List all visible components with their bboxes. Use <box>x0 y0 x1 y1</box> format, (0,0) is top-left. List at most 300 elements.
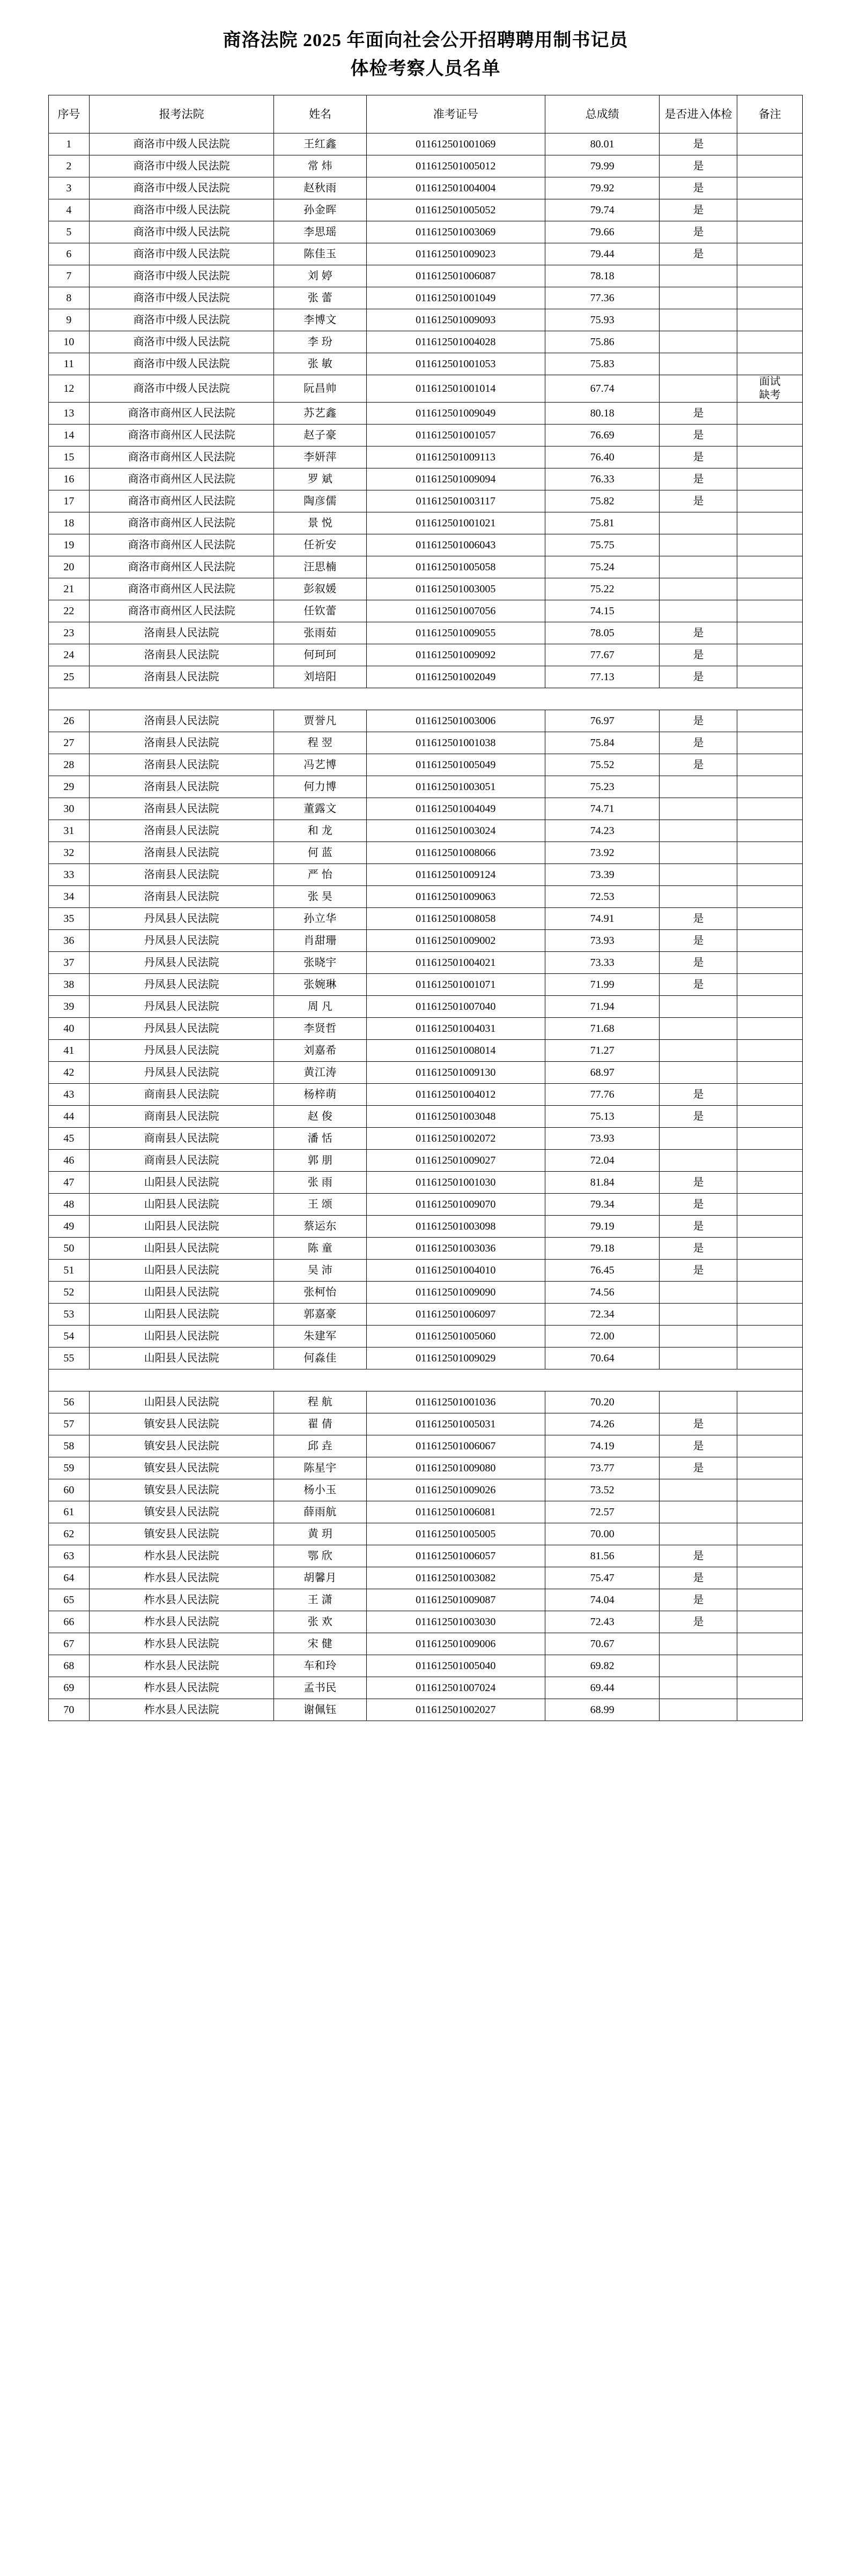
cell-court: 商南县人民法院 <box>89 1128 274 1150</box>
cell-score: 74.26 <box>545 1413 660 1435</box>
cell-name: 李博文 <box>274 309 366 331</box>
cell-exam <box>660 842 737 864</box>
cell-score: 74.91 <box>545 908 660 930</box>
cell-court: 镇安县人民法院 <box>89 1523 274 1545</box>
table-row <box>49 1106 803 1128</box>
cell-seq: 40 <box>49 1018 90 1040</box>
cell-exam <box>660 375 737 403</box>
cell-exam: 是 <box>660 1589 737 1611</box>
table-row <box>49 1040 803 1062</box>
cell-remark <box>737 1040 803 1062</box>
cell-exam <box>660 1523 737 1545</box>
cell-exam <box>660 820 737 842</box>
table-row <box>49 468 803 490</box>
cell-exam: 是 <box>660 644 737 666</box>
cell-name: 刘 婷 <box>274 265 366 287</box>
cell-name: 宋 健 <box>274 1633 366 1655</box>
cell-seq: 28 <box>49 754 90 776</box>
cell-name: 郭嘉豪 <box>274 1304 366 1326</box>
cell-remark <box>737 1545 803 1567</box>
cell-score: 72.57 <box>545 1501 660 1523</box>
table-row <box>49 1150 803 1172</box>
cell-ticket: 011612501008066 <box>366 842 545 864</box>
cell-court: 镇安县人民法院 <box>89 1457 274 1479</box>
table-row <box>49 1699 803 1721</box>
cell-exam <box>660 600 737 622</box>
cell-court: 山阳县人民法院 <box>89 1347 274 1369</box>
cell-exam: 是 <box>660 1172 737 1194</box>
cell-seq: 49 <box>49 1216 90 1238</box>
table-row <box>49 1260 803 1282</box>
header-exam: 是否进入体检 <box>660 95 737 133</box>
table-row <box>49 1018 803 1040</box>
cell-score: 70.67 <box>545 1633 660 1655</box>
cell-exam <box>660 512 737 534</box>
cell-name: 李 玢 <box>274 331 366 353</box>
cell-remark <box>737 974 803 996</box>
cell-score: 73.93 <box>545 1128 660 1150</box>
cell-name: 李妍萍 <box>274 446 366 468</box>
table-row <box>49 930 803 952</box>
cell-ticket: 011612501003048 <box>366 1106 545 1128</box>
cell-exam: 是 <box>660 1457 737 1479</box>
cell-score: 74.56 <box>545 1282 660 1304</box>
cell-court: 商洛市中级人民法院 <box>89 265 274 287</box>
cell-ticket: 011612501005040 <box>366 1655 545 1677</box>
cell-court: 洛南县人民法院 <box>89 666 274 688</box>
cell-ticket: 011612501001049 <box>366 287 545 309</box>
cell-remark <box>737 265 803 287</box>
cell-remark <box>737 820 803 842</box>
cell-remark <box>737 512 803 534</box>
cell-seq: 27 <box>49 732 90 754</box>
table-row <box>49 1435 803 1457</box>
cell-court: 商洛市商州区人民法院 <box>89 600 274 622</box>
cell-name: 陈星宇 <box>274 1457 366 1479</box>
cell-exam <box>660 776 737 798</box>
cell-ticket: 011612501006081 <box>366 1501 545 1523</box>
cell-seq: 69 <box>49 1677 90 1699</box>
cell-remark <box>737 886 803 908</box>
header-ticket: 准考证号 <box>366 95 545 133</box>
table-row <box>49 578 803 600</box>
cell-score: 76.33 <box>545 468 660 490</box>
cell-remark <box>737 556 803 578</box>
cell-seq: 44 <box>49 1106 90 1128</box>
table-row <box>49 403 803 425</box>
cell-exam <box>660 886 737 908</box>
table-row <box>49 490 803 512</box>
cell-exam: 是 <box>660 133 737 155</box>
cell-name: 何 蓝 <box>274 842 366 864</box>
cell-score: 79.44 <box>545 243 660 265</box>
cell-seq: 51 <box>49 1260 90 1282</box>
cell-court: 柞水县人民法院 <box>89 1589 274 1611</box>
cell-court: 山阳县人民法院 <box>89 1304 274 1326</box>
cell-seq: 47 <box>49 1172 90 1194</box>
cell-name: 张雨茹 <box>274 622 366 644</box>
cell-seq: 18 <box>49 512 90 534</box>
cell-seq: 10 <box>49 331 90 353</box>
cell-remark <box>737 996 803 1018</box>
cell-remark <box>737 710 803 732</box>
cell-score: 70.64 <box>545 1347 660 1369</box>
cell-name: 张 敏 <box>274 353 366 375</box>
cell-score: 73.33 <box>545 952 660 974</box>
table-row <box>49 886 803 908</box>
cell-court: 商洛市商州区人民法院 <box>89 512 274 534</box>
cell-score: 73.92 <box>545 842 660 864</box>
cell-exam <box>660 1018 737 1040</box>
table-row <box>49 1172 803 1194</box>
table-row <box>49 556 803 578</box>
cell-score: 75.82 <box>545 490 660 512</box>
cell-court: 商洛市中级人民法院 <box>89 133 274 155</box>
cell-name: 孙金晖 <box>274 199 366 221</box>
cell-exam: 是 <box>660 1435 737 1457</box>
cell-score: 76.69 <box>545 425 660 446</box>
cell-court: 商洛市中级人民法院 <box>89 199 274 221</box>
cell-name: 蔡运东 <box>274 1216 366 1238</box>
cell-ticket: 011612501009023 <box>366 243 545 265</box>
cell-score: 77.76 <box>545 1084 660 1106</box>
cell-court: 商洛市中级人民法院 <box>89 331 274 353</box>
cell-name: 王 潇 <box>274 1589 366 1611</box>
table-row <box>49 996 803 1018</box>
cell-score: 74.15 <box>545 600 660 622</box>
cell-ticket: 011612501003036 <box>366 1238 545 1260</box>
cell-seq: 55 <box>49 1347 90 1369</box>
cell-remark <box>737 666 803 688</box>
table-row <box>49 512 803 534</box>
cell-exam: 是 <box>660 1260 737 1282</box>
cell-ticket: 011612501009055 <box>366 622 545 644</box>
cell-court: 洛南县人民法院 <box>89 820 274 842</box>
cell-exam: 是 <box>660 710 737 732</box>
table-row <box>49 446 803 468</box>
cell-ticket: 011612501003024 <box>366 820 545 842</box>
cell-name: 杨小玉 <box>274 1479 366 1501</box>
cell-remark <box>737 403 803 425</box>
cell-court: 商洛市商州区人民法院 <box>89 490 274 512</box>
table-row <box>49 1326 803 1347</box>
cell-seq: 41 <box>49 1040 90 1062</box>
cell-score: 79.66 <box>545 221 660 243</box>
cell-seq: 48 <box>49 1194 90 1216</box>
cell-exam: 是 <box>660 1216 737 1238</box>
cell-score: 79.19 <box>545 1216 660 1238</box>
cell-name: 陶彦儒 <box>274 490 366 512</box>
cell-score: 67.74 <box>545 375 660 403</box>
roster-table <box>48 95 803 1721</box>
cell-court: 山阳县人民法院 <box>89 1172 274 1194</box>
cell-remark <box>737 1413 803 1435</box>
cell-score: 75.47 <box>545 1567 660 1589</box>
cell-ticket: 011612501001021 <box>366 512 545 534</box>
cell-name: 何淼佳 <box>274 1347 366 1369</box>
cell-score: 71.94 <box>545 996 660 1018</box>
cell-exam <box>660 578 737 600</box>
cell-seq: 14 <box>49 425 90 446</box>
table-row <box>49 666 803 688</box>
cell-name: 车和玲 <box>274 1655 366 1677</box>
table-row <box>49 1677 803 1699</box>
cell-exam <box>660 353 737 375</box>
cell-remark <box>737 622 803 644</box>
cell-remark <box>737 1282 803 1304</box>
cell-ticket: 011612501009130 <box>366 1062 545 1084</box>
cell-score: 75.24 <box>545 556 660 578</box>
cell-exam: 是 <box>660 468 737 490</box>
table-row <box>49 1304 803 1326</box>
cell-score: 73.52 <box>545 1479 660 1501</box>
cell-exam <box>660 1479 737 1501</box>
cell-remark <box>737 1479 803 1501</box>
cell-seq: 59 <box>49 1457 90 1479</box>
cell-ticket: 011612501009087 <box>366 1589 545 1611</box>
cell-court: 山阳县人民法院 <box>89 1282 274 1304</box>
cell-exam <box>660 1633 737 1655</box>
cell-court: 商洛市商州区人民法院 <box>89 403 274 425</box>
cell-seq: 19 <box>49 534 90 556</box>
cell-score: 77.67 <box>545 644 660 666</box>
cell-exam <box>660 996 737 1018</box>
cell-score: 69.82 <box>545 1655 660 1677</box>
cell-remark <box>737 243 803 265</box>
cell-name: 常 炜 <box>274 155 366 177</box>
cell-ticket: 011612501003006 <box>366 710 545 732</box>
cell-ticket: 011612501007040 <box>366 996 545 1018</box>
cell-exam: 是 <box>660 1567 737 1589</box>
cell-score: 77.36 <box>545 287 660 309</box>
cell-seq: 62 <box>49 1523 90 1545</box>
cell-court: 商洛市商州区人民法院 <box>89 534 274 556</box>
cell-name: 任祈安 <box>274 534 366 556</box>
table-row <box>49 732 803 754</box>
cell-seq: 9 <box>49 309 90 331</box>
cell-remark <box>737 1655 803 1677</box>
table-row <box>49 1589 803 1611</box>
cell-name: 胡馨月 <box>274 1567 366 1589</box>
cell-remark <box>737 908 803 930</box>
cell-court: 丹凤县人民法院 <box>89 1018 274 1040</box>
cell-score: 72.00 <box>545 1326 660 1347</box>
cell-court: 丹凤县人民法院 <box>89 952 274 974</box>
cell-court: 商洛市商州区人民法院 <box>89 425 274 446</box>
cell-ticket: 011612501005012 <box>366 155 545 177</box>
cell-ticket: 011612501005031 <box>366 1413 545 1435</box>
cell-seq: 32 <box>49 842 90 864</box>
cell-exam <box>660 1282 737 1304</box>
table-row <box>49 1062 803 1084</box>
cell-seq: 70 <box>49 1699 90 1721</box>
cell-name: 周 凡 <box>274 996 366 1018</box>
cell-court: 山阳县人民法院 <box>89 1260 274 1282</box>
cell-court: 镇安县人民法院 <box>89 1413 274 1435</box>
cell-court: 丹凤县人民法院 <box>89 1040 274 1062</box>
cell-ticket: 011612501006087 <box>366 265 545 287</box>
cell-remark <box>737 930 803 952</box>
cell-name: 鄂 欣 <box>274 1545 366 1567</box>
cell-remark <box>737 1611 803 1633</box>
cell-exam: 是 <box>660 1106 737 1128</box>
table-row <box>49 820 803 842</box>
cell-name: 汪思楠 <box>274 556 366 578</box>
table-row <box>49 1128 803 1150</box>
cell-ticket: 011612501001057 <box>366 425 545 446</box>
roster-body <box>49 133 803 1721</box>
cell-seq: 22 <box>49 600 90 622</box>
cell-seq: 26 <box>49 710 90 732</box>
table-row <box>49 974 803 996</box>
cell-score: 75.86 <box>545 331 660 353</box>
cell-ticket: 011612501003082 <box>366 1567 545 1589</box>
cell-ticket: 011612501004031 <box>366 1018 545 1040</box>
cell-seq: 20 <box>49 556 90 578</box>
cell-exam <box>660 1150 737 1172</box>
cell-score: 75.84 <box>545 732 660 754</box>
cell-ticket: 011612501005060 <box>366 1326 545 1347</box>
cell-court: 洛南县人民法院 <box>89 622 274 644</box>
cell-exam: 是 <box>660 908 737 930</box>
cell-remark <box>737 221 803 243</box>
cell-name: 潘 恬 <box>274 1128 366 1150</box>
table-row <box>49 243 803 265</box>
cell-remark <box>737 1457 803 1479</box>
cell-court: 丹凤县人民法院 <box>89 974 274 996</box>
cell-court: 商洛市中级人民法院 <box>89 243 274 265</box>
cell-exam: 是 <box>660 732 737 754</box>
cell-score: 79.99 <box>545 155 660 177</box>
header-score: 总成绩 <box>545 95 660 133</box>
cell-ticket: 011612501009063 <box>366 886 545 908</box>
table-row <box>49 155 803 177</box>
cell-remark: 面试 缺考 <box>737 375 803 403</box>
cell-ticket: 011612501001071 <box>366 974 545 996</box>
cell-court: 镇安县人民法院 <box>89 1501 274 1523</box>
cell-court: 洛南县人民法院 <box>89 864 274 886</box>
cell-exam <box>660 864 737 886</box>
table-row <box>49 644 803 666</box>
cell-court: 商洛市中级人民法院 <box>89 353 274 375</box>
cell-ticket: 011612501001053 <box>366 353 545 375</box>
cell-court: 山阳县人民法院 <box>89 1238 274 1260</box>
cell-remark <box>737 353 803 375</box>
cell-score: 78.05 <box>545 622 660 644</box>
cell-remark <box>737 468 803 490</box>
cell-name: 肖甜珊 <box>274 930 366 952</box>
cell-court: 洛南县人民法院 <box>89 886 274 908</box>
cell-seq: 56 <box>49 1391 90 1413</box>
cell-seq: 52 <box>49 1282 90 1304</box>
cell-ticket: 011612501009080 <box>366 1457 545 1479</box>
cell-ticket: 011612501009093 <box>366 309 545 331</box>
cell-name: 张婉琳 <box>274 974 366 996</box>
cell-exam <box>660 1062 737 1084</box>
table-row <box>49 1545 803 1567</box>
cell-court: 丹凤县人民法院 <box>89 930 274 952</box>
cell-seq: 61 <box>49 1501 90 1523</box>
cell-name: 陈佳玉 <box>274 243 366 265</box>
table-row <box>49 1413 803 1435</box>
cell-name: 陈 童 <box>274 1238 366 1260</box>
cell-court: 丹凤县人民法院 <box>89 1062 274 1084</box>
cell-exam: 是 <box>660 974 737 996</box>
cell-name: 朱建军 <box>274 1326 366 1347</box>
cell-name: 何珂珂 <box>274 644 366 666</box>
cell-seq: 33 <box>49 864 90 886</box>
cell-court: 镇安县人民法院 <box>89 1479 274 1501</box>
cell-remark <box>737 1084 803 1106</box>
cell-name: 和 龙 <box>274 820 366 842</box>
cell-court: 商南县人民法院 <box>89 1084 274 1106</box>
cell-exam: 是 <box>660 446 737 468</box>
cell-remark <box>737 1216 803 1238</box>
cell-seq: 29 <box>49 776 90 798</box>
table-row <box>49 534 803 556</box>
cell-court: 山阳县人民法院 <box>89 1326 274 1347</box>
cell-remark <box>737 155 803 177</box>
cell-court: 商洛市中级人民法院 <box>89 375 274 403</box>
cell-seq: 25 <box>49 666 90 688</box>
cell-seq: 12 <box>49 375 90 403</box>
cell-exam <box>660 1326 737 1347</box>
cell-score: 75.23 <box>545 776 660 798</box>
cell-ticket: 011612501001030 <box>366 1172 545 1194</box>
cell-remark <box>737 490 803 512</box>
cell-name: 王红鑫 <box>274 133 366 155</box>
header-remark: 备注 <box>737 95 803 133</box>
cell-ticket: 011612501005058 <box>366 556 545 578</box>
cell-seq: 16 <box>49 468 90 490</box>
cell-seq: 6 <box>49 243 90 265</box>
document-title <box>48 27 803 83</box>
cell-score: 76.45 <box>545 1260 660 1282</box>
cell-score: 80.01 <box>545 133 660 155</box>
cell-seq: 24 <box>49 644 90 666</box>
cell-seq: 45 <box>49 1128 90 1150</box>
cell-score: 70.00 <box>545 1523 660 1545</box>
title-line-2: 体检考察人员名单 <box>350 58 501 79</box>
cell-exam: 是 <box>660 1611 737 1633</box>
cell-exam <box>660 1304 737 1326</box>
table-row <box>49 1633 803 1655</box>
cell-name: 李思瑶 <box>274 221 366 243</box>
cell-name: 罗 斌 <box>274 468 366 490</box>
cell-score: 68.97 <box>545 1062 660 1084</box>
table-row <box>49 798 803 820</box>
cell-remark <box>737 287 803 309</box>
cell-ticket: 011612501001014 <box>366 375 545 403</box>
cell-seq: 3 <box>49 177 90 199</box>
page-break-spacer <box>49 1369 803 1391</box>
cell-name: 郭 朋 <box>274 1150 366 1172</box>
cell-seq: 7 <box>49 265 90 287</box>
cell-ticket: 011612501009002 <box>366 930 545 952</box>
cell-exam <box>660 331 737 353</box>
cell-court: 山阳县人民法院 <box>89 1391 274 1413</box>
cell-ticket: 011612501009070 <box>366 1194 545 1216</box>
table-row <box>49 1216 803 1238</box>
cell-ticket: 011612501007024 <box>366 1677 545 1699</box>
page-break-spacer-cell <box>49 1369 803 1391</box>
cell-seq: 42 <box>49 1062 90 1084</box>
cell-name: 彭叙媛 <box>274 578 366 600</box>
cell-exam: 是 <box>660 1545 737 1567</box>
cell-remark <box>737 199 803 221</box>
cell-remark <box>737 425 803 446</box>
cell-court: 洛南县人民法院 <box>89 776 274 798</box>
